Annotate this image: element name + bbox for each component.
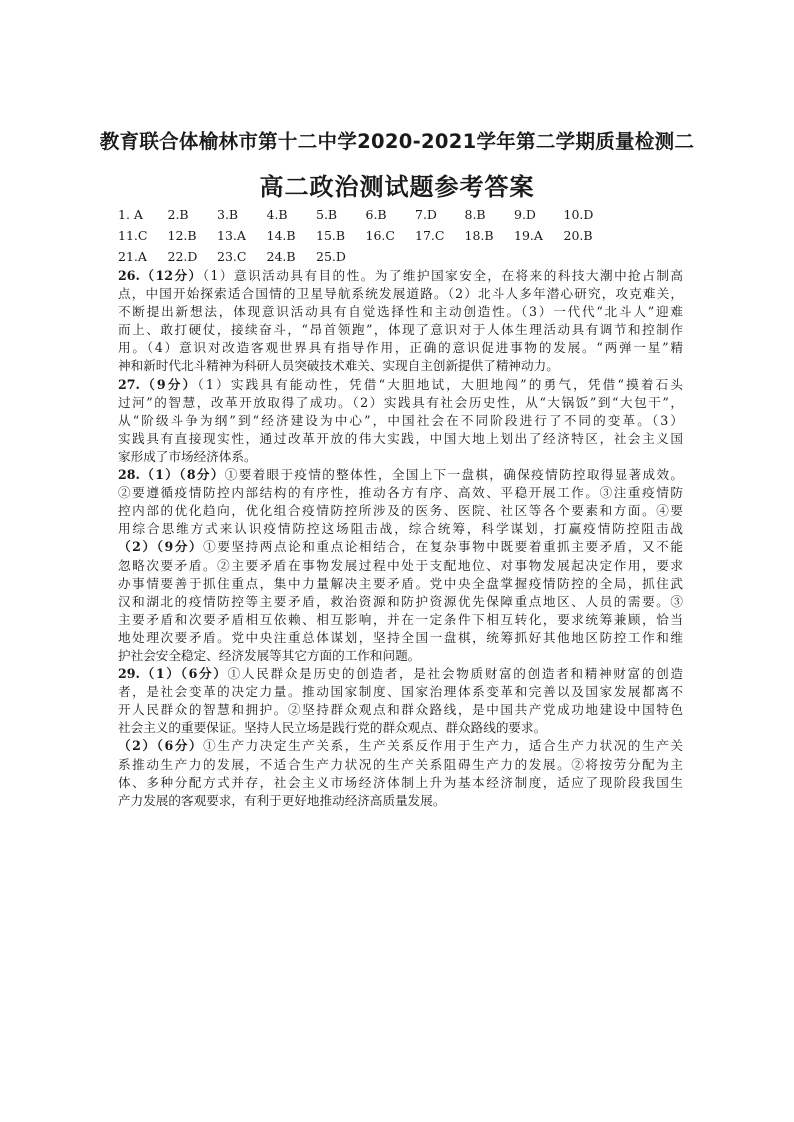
- answer-q28-part2: [118, 538, 683, 665]
- answer-q26: [118, 267, 683, 376]
- multiple-choice-answers: [118, 204, 613, 267]
- choice-answer: 21.A: [118, 249, 147, 264]
- choice-answer: 15.B: [316, 228, 346, 243]
- choice-answer: 4.B: [266, 207, 288, 222]
- answer-q29-part2: [118, 737, 683, 809]
- choice-answer: 5.B: [316, 207, 338, 222]
- answer-line: 用。（4）意识对改造客观世界具有指导作用，正确的意识促进事物的发展。“两弹一星”精: [118, 340, 683, 356]
- choice-answer: 1. A: [118, 207, 143, 222]
- answer-line: ①要着眼于疫情的整体性，全国上下一盘棋，确保疫情防控取得显著成效。: [224, 467, 683, 483]
- answer-body: [118, 267, 683, 810]
- choice-answer: 23.C: [217, 249, 247, 264]
- answer-line: 产力发展的客观要求，有利于更好地推动经济高质量发展。: [118, 792, 446, 808]
- choice-answer: 3.B: [217, 207, 239, 222]
- choice-answer: 19.A: [514, 228, 543, 243]
- answer-line: 家形成了市场经济体系。: [118, 448, 257, 464]
- choice-answer: 9.D: [514, 207, 536, 222]
- answer-line: 用综合思维方式来认识疫情防控这场阻击战，综合统筹，科学谋划，打赢疫情防控阻击战: [118, 521, 683, 537]
- choice-row: [118, 225, 613, 246]
- answer-line: 办事情要善于抓住重点，集中力量解决主要矛盾。党中央全盘掌握疫情防控的全局，抓住武: [118, 575, 683, 591]
- choice-row: [118, 204, 613, 225]
- answer-line: 地处理次要矛盾。党中央注重总体谋划，坚持全国一盘棋，统筹抓好其他地区防控工作和维: [118, 629, 683, 645]
- choice-answer: 7.D: [415, 207, 437, 222]
- question-number: 28.（1）（8分）: [118, 467, 225, 483]
- question-number: 27.（9分）: [118, 376, 198, 392]
- choice-answer: 13.A: [217, 228, 246, 243]
- choice-answer: 20.B: [563, 228, 593, 243]
- answer-line: 控内部的优化趋向，优化组合疫情防控所涉及的医务、医院、社区等各个要素和方面。④要: [118, 503, 683, 519]
- choice-answer: 2.B: [167, 207, 189, 222]
- answer-line: ①要坚持两点论和重点论相结合，在复杂事物中既要着重抓主要矛盾，又不能: [203, 539, 683, 555]
- choice-answer: 14.B: [266, 228, 296, 243]
- choice-answer: 24.B: [266, 249, 296, 264]
- question-number: 29.（1）（6分）: [118, 666, 228, 682]
- choice-answer: 8.B: [464, 207, 486, 222]
- document-subtitle: 高二政治测试题参考答案: [259, 173, 535, 201]
- question-number: （2）（6分）: [118, 738, 204, 754]
- choice-answer: 25.D: [316, 249, 346, 264]
- answer-line: 点，中国开始探索适合国情的卫星导航系统发展道路。（2）北斗人多年潜心研究，攻克难关，: [118, 286, 683, 302]
- choice-answer: 17.C: [415, 228, 445, 243]
- answer-line: 神和新时代北斗精神为科研人员突破技术难关、实现自主创新提供了精神动力。: [118, 358, 559, 374]
- question-number: 26.（12分）: [118, 268, 203, 283]
- answer-line: ①人民群众是历史的创造者，是社会物质财富的创造者和精神财富的创造: [227, 666, 683, 682]
- answer-line: ②要遵循疫情防控内部结构的有序性，推动各方有序、高效、平稳开展工作。③注重疫情防: [118, 485, 683, 501]
- answer-q28-part1: [118, 466, 683, 538]
- answer-line: 忽略次要矛盾。②主要矛盾在事物发展过程中处于支配地位、对事物发展起决定作用，要求: [118, 557, 683, 573]
- answer-line: 系推动生产力的发展，不适合生产力状况的生产关系阻碍生产力的发展。②将按劳分配为主: [118, 756, 683, 772]
- answer-line: ①生产力决定生产关系，生产关系反作用于生产力，适合生产力状况的生产关: [203, 738, 683, 754]
- choice-answer: 18.B: [464, 228, 494, 243]
- answer-line: （1）实践具有能动性，凭借“大胆地试，大胆地闯”的勇气，凭借“摸着石头: [197, 376, 683, 392]
- answer-line: 实践具有直接现实性，通过改革开放的伟大实践，中国大地上划出了经济特区，社会主义国: [118, 430, 683, 446]
- answer-line: 过河”的智慧，改革开放取得了成功。（2）实践具有社会历史性，从“大锅饭”到“大包干”，: [118, 394, 683, 410]
- choice-row: [118, 246, 613, 267]
- answer-line: 开人民群众的智慧和拥护。②坚持群众观点和群众路线，是中国共产党成功地建设中国特色: [118, 702, 683, 718]
- answer-line: 从“阶级斗争为纲”到“经济建设为中心”，中国社会在不同阶段进行了不同的变革。（3）: [118, 412, 683, 428]
- answer-line: 护社会安全稳定、经济发展等其它方面的工作和问题。: [118, 647, 421, 663]
- answer-q29-part1: [118, 665, 683, 737]
- answer-line: 而上、敢打硬仗，接续奋斗，“昂首领跑”，体现了意识对于人体生理活动具有调节和控制作: [118, 322, 683, 338]
- answer-line: 体、多种分配方式并存，社会主义市场经济体制上升为基本经济制度，适应了现阶段我国生: [118, 774, 683, 790]
- answer-line: （1）意识活动具有目的性。为了维护国家安全，在将来的科技大潮中抢占制高: [202, 268, 683, 283]
- choice-answer: 16.C: [365, 228, 395, 243]
- choice-answer: 6.B: [365, 207, 387, 222]
- answer-line: 汉和湖北的疫情防控等主要矛盾，救治资源和防护资源优先保障重点地区、人员的需要。③: [118, 593, 683, 609]
- answer-line: 不断提出新想法，体现意识活动具有自觉选择性和主动创造性。（3）一代代“北斗人”迎难: [118, 304, 683, 320]
- choice-answer: 10.D: [563, 207, 594, 222]
- choice-answer: 22.D: [167, 249, 198, 264]
- choice-answer: 11.C: [118, 228, 148, 243]
- question-number: （2）（9分）: [118, 539, 204, 555]
- answer-line: 社会主义的重要保证。坚持人民立场是践行党的群众观点、群众路线的要求。: [118, 720, 547, 736]
- document-title: 教育联合体榆林市第十二中学2020-2021学年第二学期质量检测二: [99, 130, 695, 153]
- answer-line: 主要矛盾和次要矛盾相互依赖、相互影响，并在一定条件下相互转化，要求统筹兼顾，恰当: [118, 611, 683, 627]
- answer-line: 者，是社会变革的决定力量。推动国家制度、国家治理体系变革和完善以及国家发展都离不: [118, 684, 683, 700]
- answer-q27: [118, 376, 683, 466]
- choice-answer: 12.B: [167, 228, 197, 243]
